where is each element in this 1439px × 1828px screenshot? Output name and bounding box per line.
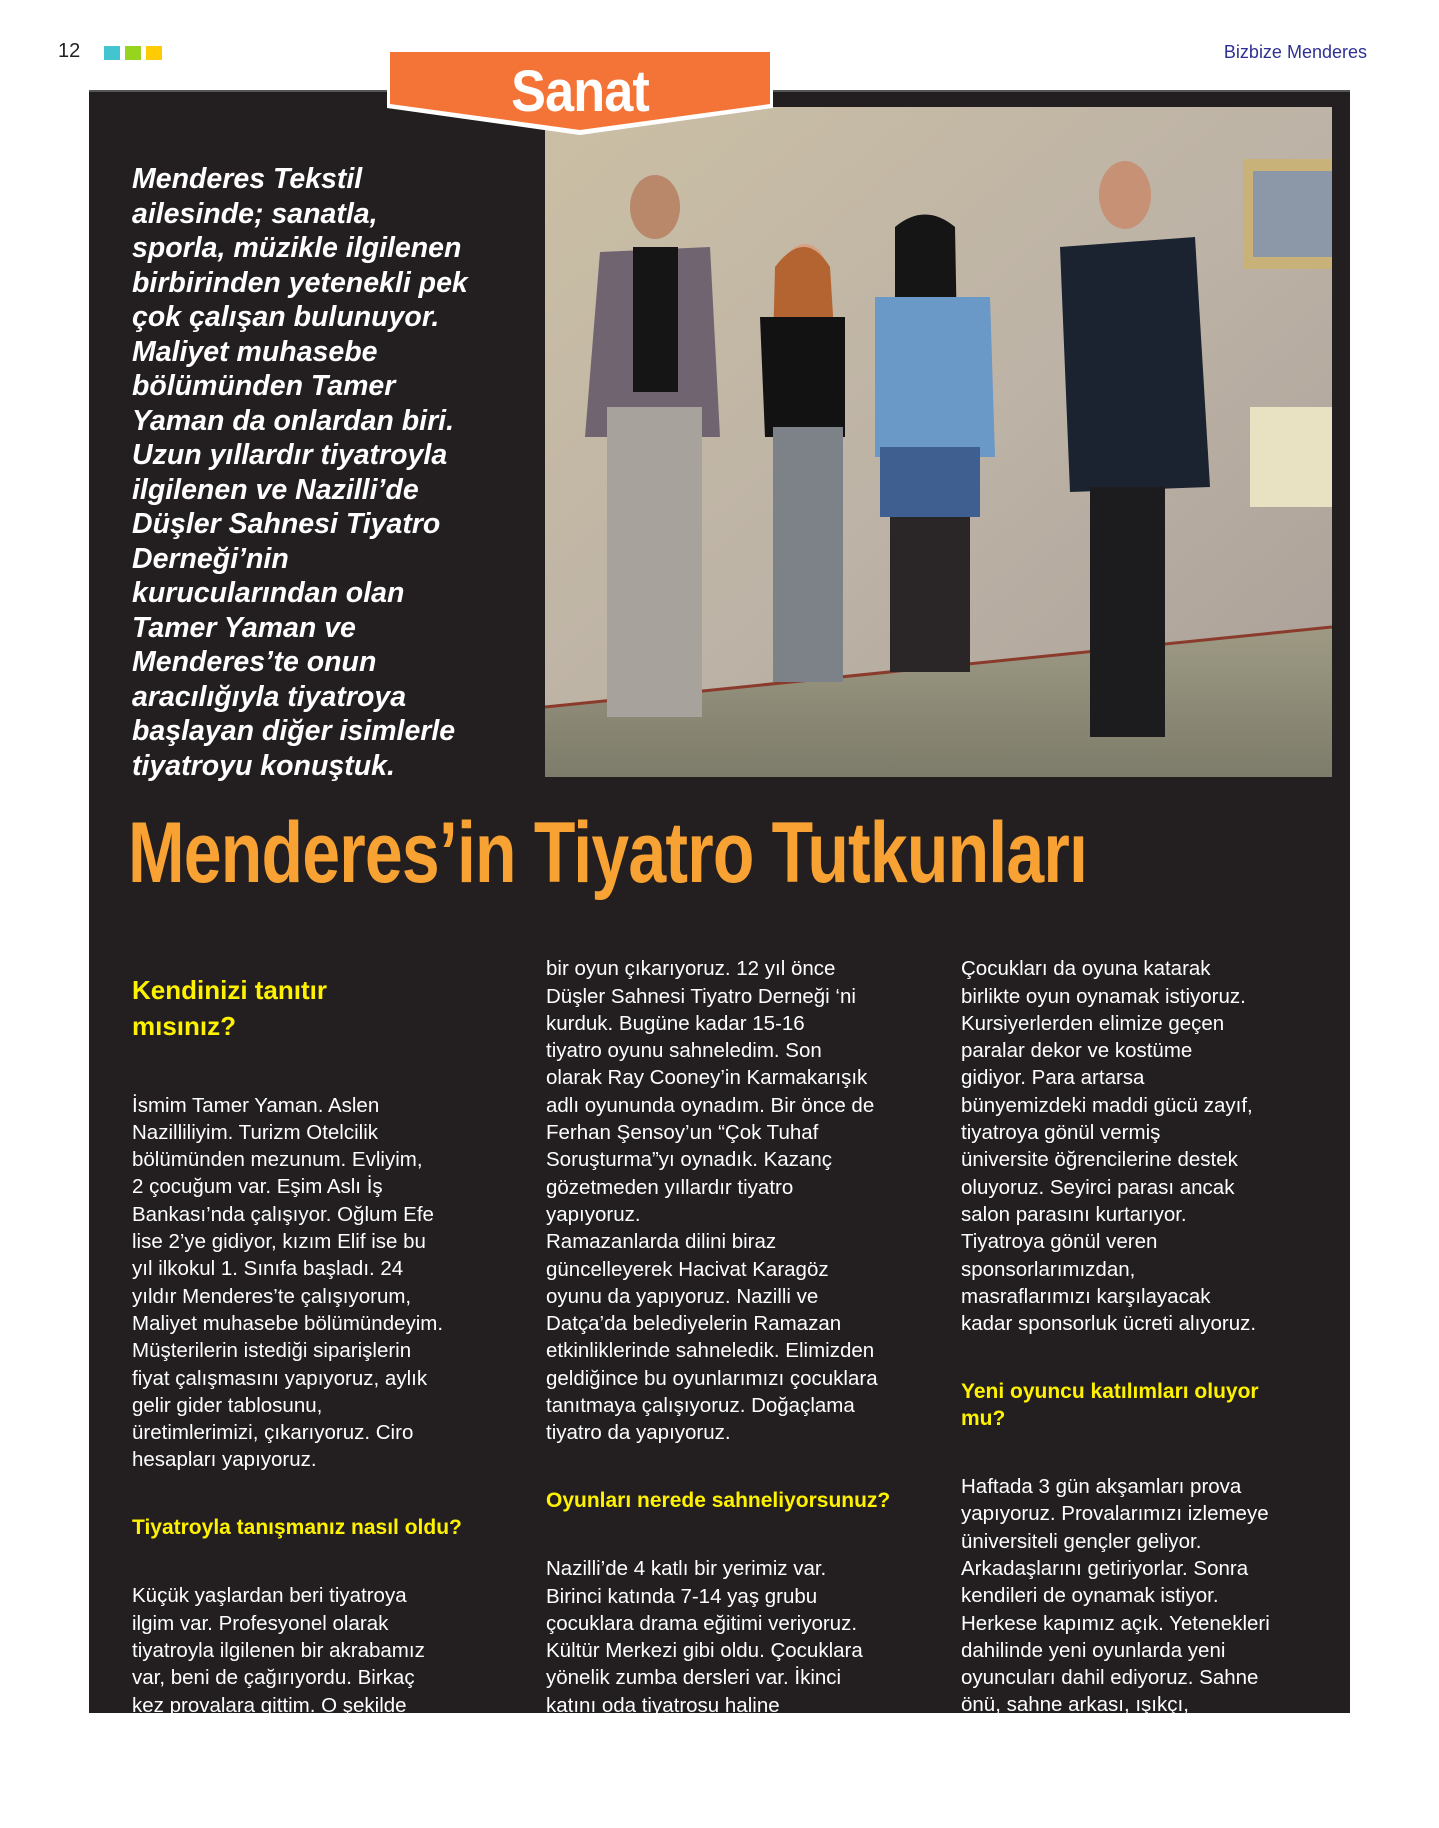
square-yellow — [146, 46, 162, 60]
answer-paragraph: İsmim Tamer Yaman. Aslen Nazilliliyim. Turizm Otelcilik bölümünden mezunum. Evliyim, 2 çocuğum var. Eşim Aslı İş Bankası’nda çalışıyor. Oğlum Efe lise 2’ye gidiyor, kızım Elif ise bu yıl ilkokul 1. Sınıfa başladı. 24 yıldır Menderes’te çalışıyorum, Maliyet muhasebe bölümündeyim. Müşterilerin istediği siparişlerin fiyat çalışmasını yapıyoruz, aylık gelir gider tablosunu, üretimlerimizi, çıkarıyoruz. Ciro hesapları yapıyoruz. — [132, 1093, 444, 1472]
answer-paragraph: Nazilli’de 4 katlı bir yerimiz var. Birinci katında 7-14 yaş grubu çocuklara drama eğitimi veriyoruz. Kültür Merkezi gibi oldu. Çocuklara yönelik zumba dersleri var. İkinci katını oda tiyatrosu haline getirmeye çalışıyoruz. — [546, 1557, 863, 1745]
color-squares-decoration — [104, 46, 162, 60]
question-heading: Oyunları nerede sahneliyorsunuz? — [546, 1488, 891, 1512]
answer-paragraph: Çocukları da oyuna katarak birlikte oyun oynamak istiyoruz. Kursiyerlerden elimize geçen paralar dekor ve kostüme gidiyor. Para artarsa bünyemizdeki maddi gücü zayıf, tiyatroya gönül vermiş üniversite öğrencilerine destek oluyoruz. Seyirci parası ancak salon parasını kurtarıyor. Tiyatroya gönül veren sponsorlarımızdan, masraflarımızı karşılayacak kadar sponsorluk ücreti alıyoruz. — [961, 957, 1257, 1336]
square-cyan — [104, 46, 120, 60]
section-label: Sanat — [511, 59, 649, 124]
question-heading: Kendinizi tanıtır mısınız? — [132, 975, 327, 1042]
publication-name: Bizbize Menderes — [1223, 42, 1367, 62]
group-photo — [545, 107, 1332, 777]
column-2 — [546, 928, 941, 1774]
question-heading: Tiyatroyla tanışmanız nasıl oldu? — [132, 1516, 462, 1540]
intro-text: Menderes Tekstil ailesinde; sanatla, sporla, müzikle ilgilenen birbirinden yetenekli pek çok çalışan bulunuyor. Maliyet muhasebe bölümünden Tamer Yaman da onlardan biri. Uzun yıllardır tiyatroyla ilgilenen ve Nazilli’de Düşler Sahnesi Tiyatro Derneği’nin kurucularından olan Tamer Yaman ve Menderes’te onun aracılığıyla tiyatroya başlayan diğer isimlerle tiyatroyu konuştuk. — [132, 163, 468, 782]
question-heading: Yeni oyuncu katılımları oluyor mu? — [961, 1379, 1259, 1430]
answer-paragraph: bir oyun çıkarıyoruz. 12 yıl önce Düşler Sahnesi Tiyatro Derneği ‘ni kurduk. Bugüne kadar 15-16 tiyatro oyunu sahneledim. Son olarak Ray Cooney’in Karmakarışık adlı oyununda oynadım. Bir önce de Ferhan Şensoy’un “Çok Tuhaf Soruşturma”yı oynadık. Kazanç gözetmeden yıllardır tiyatro yapıyoruz. Ramazanlarda dilini biraz güncelleyerek Hacivat Karagöz oyunu da yapıyoruz. Nazilli ve Datça’da belediyelerin Ramazan etkinliklerinde sahneledik. Elimizden geldiğince bu oyunlarımızı çocuklara tanıtmaya çalışıyoruz. Doğaçlama tiyatro da yapıyoruz. — [546, 957, 878, 1445]
page-number: 12 — [58, 40, 81, 62]
column-3 — [961, 928, 1346, 1801]
headline: Menderes’in Tiyatro Tutkunları — [128, 805, 1088, 901]
column-1 — [132, 945, 527, 1828]
answer-paragraph: Küçük yaşlardan beri tiyatroya ilgim var. Profesyonel olarak tiyatroyla ilgilenen bir akrabamız var, beni de çağırıyordu. Birkaç kez provalara gittim. O şekilde başladım. İlk olarak “Gözlerimi Kaparım Vazifemi Yaparım” oyunda oynadım. O zamandan beri her yıl — [132, 1584, 454, 1799]
answer-paragraph: Haftada 3 gün akşamları prova yapıyoruz. Provalarımızı izlemeye üniversiteli gençler geliyor. Arkadaşlarını getiriyorlar. Sonra kendileri de oynamak istiyor. Herkese kapımız açık. Yetenekleri dahilinde yeni oyunlarda yeni oyuncuları dahil ediyoruz. Sahne önü, sahne arkası, ışıkçı, müzikçi, kostümcü gibi görevler de alıyorlar. — [961, 1475, 1270, 1772]
section-ribbon — [387, 50, 773, 135]
square-green — [125, 46, 141, 60]
